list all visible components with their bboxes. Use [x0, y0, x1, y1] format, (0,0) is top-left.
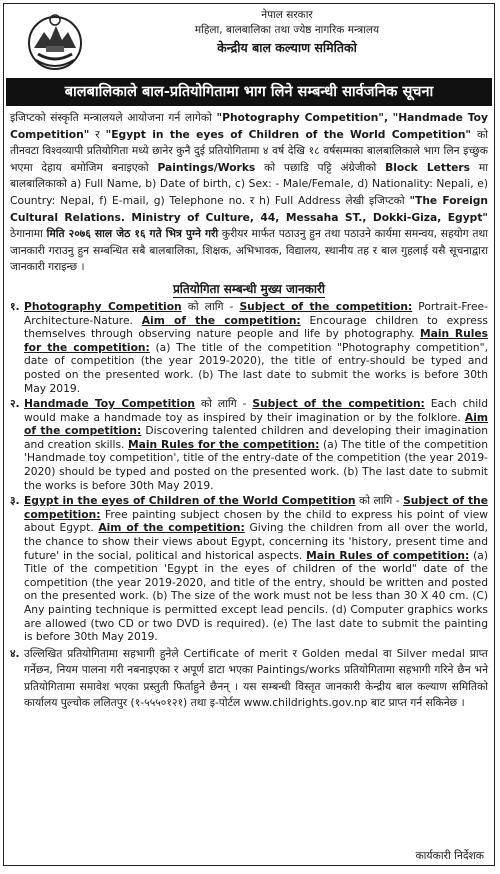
competition-item-2 — [4, 397, 494, 492]
section-title: प्रतियोगिता सम्बन्धी मुख्य जानकारी — [172, 281, 326, 296]
item-number: २. — [10, 397, 20, 411]
aim-label: Aim of the competition: — [141, 313, 301, 327]
rules-text: (a) The title of the competition 'Handmade toy competition', title of the entry-date of the competition (the year 2019-2020) should be typed and posted on the presented work. (b) The last date to submit the works is before 30th May 2019. — [24, 437, 488, 492]
header — [4, 4, 494, 78]
intro-text: कुरीयर मार्फत पठाउनु हुन तथा पठाउने कार्यमा समन्वय, सहयोग तथा जानकारी गराउनु हुन सम्बन्धित सबै बालबालिका, शिक्षक, अभिभावक, विद्यालय, स्थानीय तह र बाल गुहलाई यसै सूचनाद्वारा जानकारी गराइन्छ । — [10, 227, 489, 274]
nepal-emblem-icon — [26, 10, 84, 72]
intro-paragraph — [4, 106, 494, 276]
intro-text: को तीनवटा विश्वव्यापी प्रतियोगिता मध्ये छानेर कुनै दुई प्रतियोगितामा ४ वर्ष देखि १८ वर्षसम्मका बालबालिकाले भाग लिन इच्छुक भएमा देहाय बमोजिम बनाइएको — [10, 127, 488, 174]
item-for: को लागि - — [359, 494, 400, 508]
notice-banner: बालबालिकाले बाल-प्रतियोगितामा भाग लिने सम्बन्धी सार्वजनिक सूचना — [6, 78, 492, 106]
aim-text: Discovering talented children and developing their imagination and creation skills. — [24, 424, 488, 451]
item-number: ३. — [10, 494, 20, 508]
intro-deadline: मिति २०७६ साल जेठ १६ गते भित्र पुग्ने गरी — [46, 227, 219, 241]
item-title: Egypt in the eyes of Children of the World Competition — [24, 494, 356, 508]
aim-label: Aim of the competition: — [24, 410, 488, 438]
rules-label: Main Rules for the competition: — [128, 437, 320, 451]
signatory: कार्यकारी निर्देशक — [415, 849, 484, 862]
subject-text: Portrait-Free-Architecture-Nature. — [24, 299, 488, 327]
rules-text: (a) The title of the competition "Photography competition", date of competition (the year 2019-2020), the title of entry-should be typed and posted on the presented work. (b) The last date to submit the works is before 30th May 2019. — [24, 340, 488, 395]
item-for: को लागि - — [200, 397, 247, 411]
intro-text: मा बालबालिकाको a) Full Name, b) Date of birth, c) Sex: - Male/Female, d) Nationality: Nepali, e) Country: Nepal, f) E-mail, g) Telephone no. र h) Full Address लेखी इजिप्टको — [10, 160, 489, 207]
intro-block-letters: Block Letters — [385, 160, 471, 174]
item-title: Handmade Toy Competition — [24, 397, 196, 411]
subject-label: Subject of the competition: — [239, 299, 413, 313]
aim-text: Encourage children to express themselves through observing nature people and life by photography. — [24, 313, 488, 341]
item-for: को लागि - — [187, 299, 234, 313]
intro-text: ठेगानामा — [10, 227, 43, 241]
rules-label: Main Rules of competition: — [306, 548, 470, 562]
intro-address: "The Foreign Cultural Relations. Ministry of Culture, 44, Messaha ST., Dokki-Giza, Egypt" — [10, 193, 488, 224]
item-title: Photography Competition — [24, 299, 182, 313]
aim-text: Giving the children from all over the world, the chance to show their views about Egypt, concerning its 'history, present time and future' in the social, political and historical aspects. — [24, 521, 489, 562]
intro-text: को पछाडि पट्टि अंग्रेजीको — [264, 160, 377, 174]
rules-text: (a) Title of the competition 'Egypt in the eyes of children of the world" date of the competition (the year 2019-2020, and title of the entry, should be written and posted on the presented work. (b) The size of the work must not be less than 30 X 40 cm. (C) Any painting technique is permitted except lead pencils. (d) Computer graphics works are allowed (two CD or two DVD is required). (e) The last date to submit the painting is before 30th May 2019. — [24, 548, 488, 644]
competition-item-1 — [4, 300, 494, 395]
item-number: ४. — [10, 646, 20, 660]
intro-text: इजिप्टको संस्कृति मन्त्रालयले आयोजना गर्न लागेको — [10, 111, 212, 124]
intro-egypt-competition: "Egypt in the eyes of Children of the World Competition" — [105, 127, 471, 141]
aim-label: Aim of the competition: — [98, 521, 245, 535]
header-ministry: महिला, बालबालिका तथा ज्येष्ठ नागरिक मन्त्रालय — [194, 24, 380, 36]
header-government: नेपाल सरकार — [261, 9, 313, 21]
intro-paintings: Paintings/Works — [157, 160, 256, 174]
item-number: १. — [10, 299, 20, 313]
subject-label: Subject of the competition: — [24, 494, 488, 521]
notice-page — [3, 3, 495, 866]
competition-item-3 — [4, 494, 494, 644]
item-4-text: उल्लिखित प्रतियोगितामा सहभागी हुनेले Certificate of merit र Golden medal वा Silver medal प्राप्त गर्नेछन, नियम पालना गरी नबनाइएका र अपूर्ण डाटा भएका Paintings/works प्रतियोगितामा सहभागी गरिने छैन भने प्रतियोगितामा समावेश भएका प्रस्तुती फिर्ताहुने छैनन् । यस सम्बन्धी विस्तृत जानकारी केन्द्रीय बाल कल्याण समितिको कार्यालय पुल्चोक ललितपुर (१-५५५०१२१) तथा इ-पोर्टल www.childrights.gov.np बाट प्राप्त गर्न सकिनेछ । — [24, 646, 488, 709]
header-committee: केन्द्रीय बाल कल्याण समितिको — [217, 40, 357, 55]
competition-item-4 — [4, 646, 494, 712]
intro-photo-competition: "Photography Competition", — [216, 111, 388, 124]
rules-label: Main Rules for the competition: — [24, 327, 488, 354]
subject-text: Each child would make a handmade toy as inspired by their imagination or by the folklore. — [24, 397, 488, 424]
intro-text: र — [95, 127, 100, 141]
subject-text: Free painting subject chosen by the child to express his point of view about Egypt. — [24, 507, 488, 535]
intro-toy-competition: "Handmade Toy Competition" — [10, 111, 488, 141]
subject-label: Subject of the competition: — [252, 397, 425, 411]
